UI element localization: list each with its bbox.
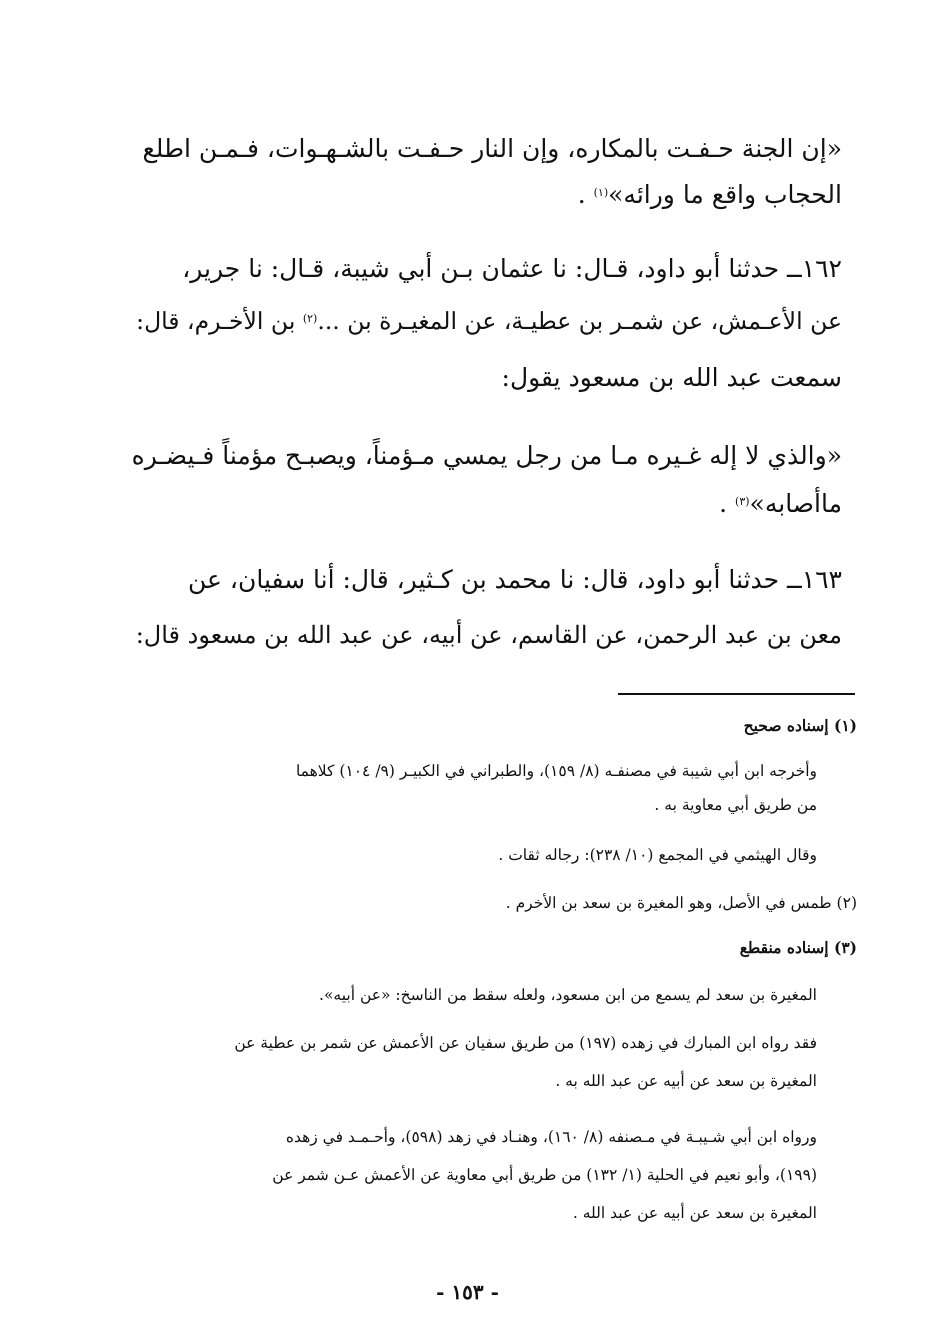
quote2-line2-end: . xyxy=(719,489,736,518)
footnote-3-p2-line2: المغيرة بن سعد عن أبيه عن عبد الله به . xyxy=(555,1072,817,1090)
quote1-line2-end: . xyxy=(577,180,594,209)
quote2-line2 xyxy=(719,491,842,516)
footnote-3-p3-line2: (١٩٩)، وأبو نعيم في الحلية (١/ ١٣٢) من طريق أبي معاوية عن الأعمش عـن شمر عن xyxy=(272,1166,817,1184)
quote2-line1: «والذي لا إله غـيره مـا من رجل يمسي مـؤمناً، ويصبـح مؤمناً فـيضـره xyxy=(131,441,842,470)
hadith162-line2 xyxy=(136,307,842,335)
footnote-ref-3[interactable]: (٣) xyxy=(735,495,750,508)
footnote-3-p1-line1: المغيرة بن سعد لم يسمع من ابن مسعود، ولعله سقط من الناسخ: «عن أبيه». xyxy=(319,986,817,1004)
hadith163-line2: معن بن عبد الرحمن، عن القاسم، عن أبيه، عن عبد الله بن مسعود قال: xyxy=(135,621,842,649)
quote1-line1: «إن الجنة حـفـت بالمكاره، وإن النار حـفـت بالشـهـوات، فـمـن اطلع xyxy=(142,134,842,163)
hadith162-line2-part-b: بن الأخـرم، قال: xyxy=(136,307,303,335)
quote2-line2-text: ماأصابه» xyxy=(749,489,842,518)
footnote-3-p2-line1: فقد رواه ابن المبارك في زهده (١٩٧) من طريق سفيان عن الأعمش عن شمر بن عطية عن xyxy=(234,1034,817,1052)
footnote-3-p3-line3: المغيرة بن سعد عن أبيه عن عبد الله . xyxy=(572,1204,817,1222)
footnote-1-heading: (١) إسناده صحيح xyxy=(743,716,857,735)
quote1-line2 xyxy=(578,182,842,207)
footnote-1-p1-line1: وأخرجه ابن أبي شيبة في مصنفـه (٨/ ١٥٩)، والطبراني في الكبيـر (٩/ ١٠٤) كلاهما xyxy=(295,762,817,780)
footnote-3-heading: (٣) إسناده منقطع xyxy=(739,938,857,957)
hadith162-line2-part-a: عن الأعـمش، عن شمـر بن عطيـة، عن المغيـرة بن ... xyxy=(317,307,842,335)
hadith162-line3: سمعت عبد الله بن مسعود يقول: xyxy=(501,363,842,392)
footnote-1-p1-line2: من طريق أبي معاوية به . xyxy=(654,796,817,814)
footnote-ref-2[interactable]: (٢) xyxy=(302,312,318,325)
footnote-3-p3-line1: ورواه ابن أبي شـيبـة في مـصنفه (٨/ ١٦٠)، وهنـاد في زهد (٥٩٨)، وأحـمـد في زهده xyxy=(285,1128,817,1146)
hadith162-line1: ١٦٢ــ حدثنا أبو داود، قـال: نا عثمان بـن أبي شيبة، قـال: نا جرير، xyxy=(182,254,842,283)
footnote-2-line1: (٢) طمس في الأصل، وهو المغيرة بن سعد بن الأخرم . xyxy=(505,894,857,912)
quote1-line2-text: الحجاب واقع ما ورائه» xyxy=(608,180,842,209)
page-number: - ١٥٣ - xyxy=(436,1280,499,1304)
footnote-1-p2-line1: وقال الهيثمي في المجمع (١٠/ ٢٣٨): رجاله ثقات . xyxy=(498,846,817,864)
hadith163-line1: ١٦٣ــ حدثنا أبو داود، قال: نا محمد بن كـثير، قال: أنا سفيان، عن xyxy=(188,565,842,594)
footnote-separator xyxy=(618,693,855,695)
footnote-ref-1[interactable]: (١) xyxy=(593,186,609,199)
